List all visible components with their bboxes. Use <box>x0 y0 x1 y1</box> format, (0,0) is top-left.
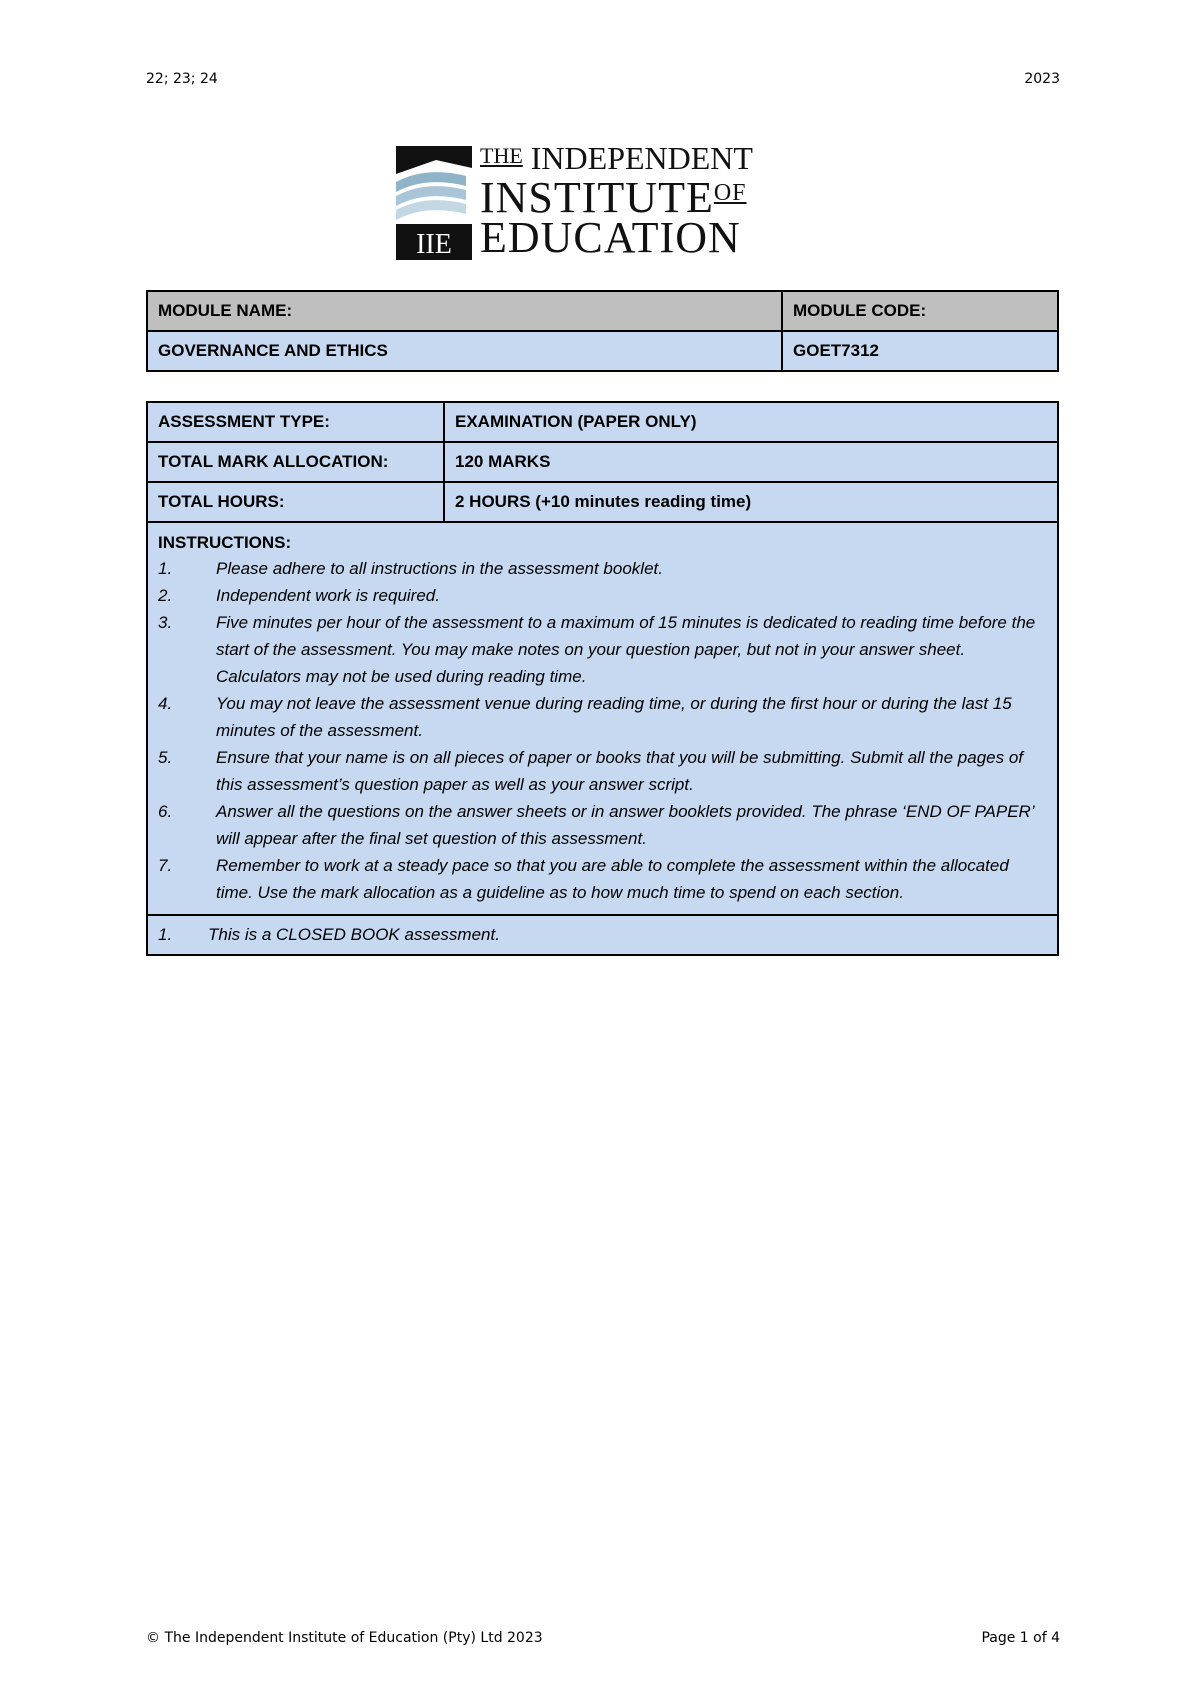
header-left-years: 22; 23; 24 <box>146 71 218 87</box>
instructions-cell <box>147 522 1058 915</box>
list-item <box>158 690 1047 744</box>
closed-book-number: 1. <box>158 925 173 944</box>
list-item-number: 5. <box>158 748 173 767</box>
list-item-number: 2. <box>158 586 173 605</box>
list-item <box>158 582 1047 609</box>
assessment-type-value: EXAMINATION (PAPER ONLY) <box>444 402 1058 442</box>
list-item-text: Answer all the questions on the answer sheets or in answer booklets provided. The phrase ‘END OF PAPER’ will appear after the final set question of this assessment. <box>216 802 1034 848</box>
list-item-text: Five minutes per hour of the assessment to a maximum of 15 minutes is dedicated to reading time before the start of the assessment. You may make notes on your question paper, but not in your answer sheet. Calculators may not be used during reading time. <box>216 613 1036 686</box>
total-marks-label: TOTAL MARK ALLOCATION: <box>147 442 444 482</box>
logo-education: EDUCATION <box>480 213 741 262</box>
iie-book-logo-icon <box>396 142 472 260</box>
total-hours-value: 2 HOURS (+10 minutes reading time) <box>444 482 1058 522</box>
iie-mark-text: IIE <box>416 229 452 260</box>
list-item-text: Remember to work at a steady pace so that you are able to complete the assessment within the allocated time. Use the mark allocation as a guideline as to how much time to spend on each section. <box>216 856 1009 902</box>
footer-copyright: © The Independent Institute of Education (Pty) Ltd 2023 <box>146 1630 543 1646</box>
footer-page-number: Page 1 of 4 <box>981 1630 1060 1646</box>
list-item <box>158 798 1047 852</box>
assessment-table <box>146 401 1059 956</box>
header-right-year: 2023 <box>1024 71 1060 87</box>
module-name-label: MODULE NAME: <box>147 291 782 331</box>
instructions-list <box>158 555 1047 906</box>
iie-logo <box>396 142 808 260</box>
closed-book-text: This is a CLOSED BOOK assessment. <box>208 925 500 944</box>
list-item <box>158 852 1047 906</box>
list-item-number: 3. <box>158 613 173 632</box>
assessment-type-label: ASSESSMENT TYPE: <box>147 402 444 442</box>
list-item-number: 1. <box>158 559 173 578</box>
list-item <box>158 609 1047 690</box>
list-item-number: 6. <box>158 802 173 821</box>
list-item-text: Independent work is required. <box>216 586 440 605</box>
list-item <box>158 555 1047 582</box>
module-code-value: GOET7312 <box>782 331 1058 371</box>
list-item-text: Please adhere to all instructions in the assessment booklet. <box>216 559 663 578</box>
module-table <box>146 290 1059 372</box>
closed-book-note <box>147 915 1058 955</box>
logo-of: OF <box>713 180 747 206</box>
module-code-label: MODULE CODE: <box>782 291 1058 331</box>
logo-independent: INDEPENDENT <box>530 140 753 176</box>
logo-institute: INSTITUTE <box>480 173 714 222</box>
list-item-text: You may not leave the assessment venue during reading time, or during the first hour or during the last 15 minutes of the assessment. <box>216 694 1012 740</box>
instructions-title: INSTRUCTIONS: <box>158 533 292 552</box>
logo-the: THE <box>480 143 523 168</box>
module-name-value: GOVERNANCE AND ETHICS <box>147 331 782 371</box>
list-item-number: 7. <box>158 856 173 875</box>
list-item <box>158 744 1047 798</box>
total-hours-label: TOTAL HOURS: <box>147 482 444 522</box>
total-marks-value: 120 MARKS <box>444 442 1058 482</box>
list-item-number: 4. <box>158 694 173 713</box>
list-item-text: Ensure that your name is on all pieces of paper or books that you will be submitting. Submit all the pages of this assessment’s question paper as well as your answer script. <box>216 748 1024 794</box>
